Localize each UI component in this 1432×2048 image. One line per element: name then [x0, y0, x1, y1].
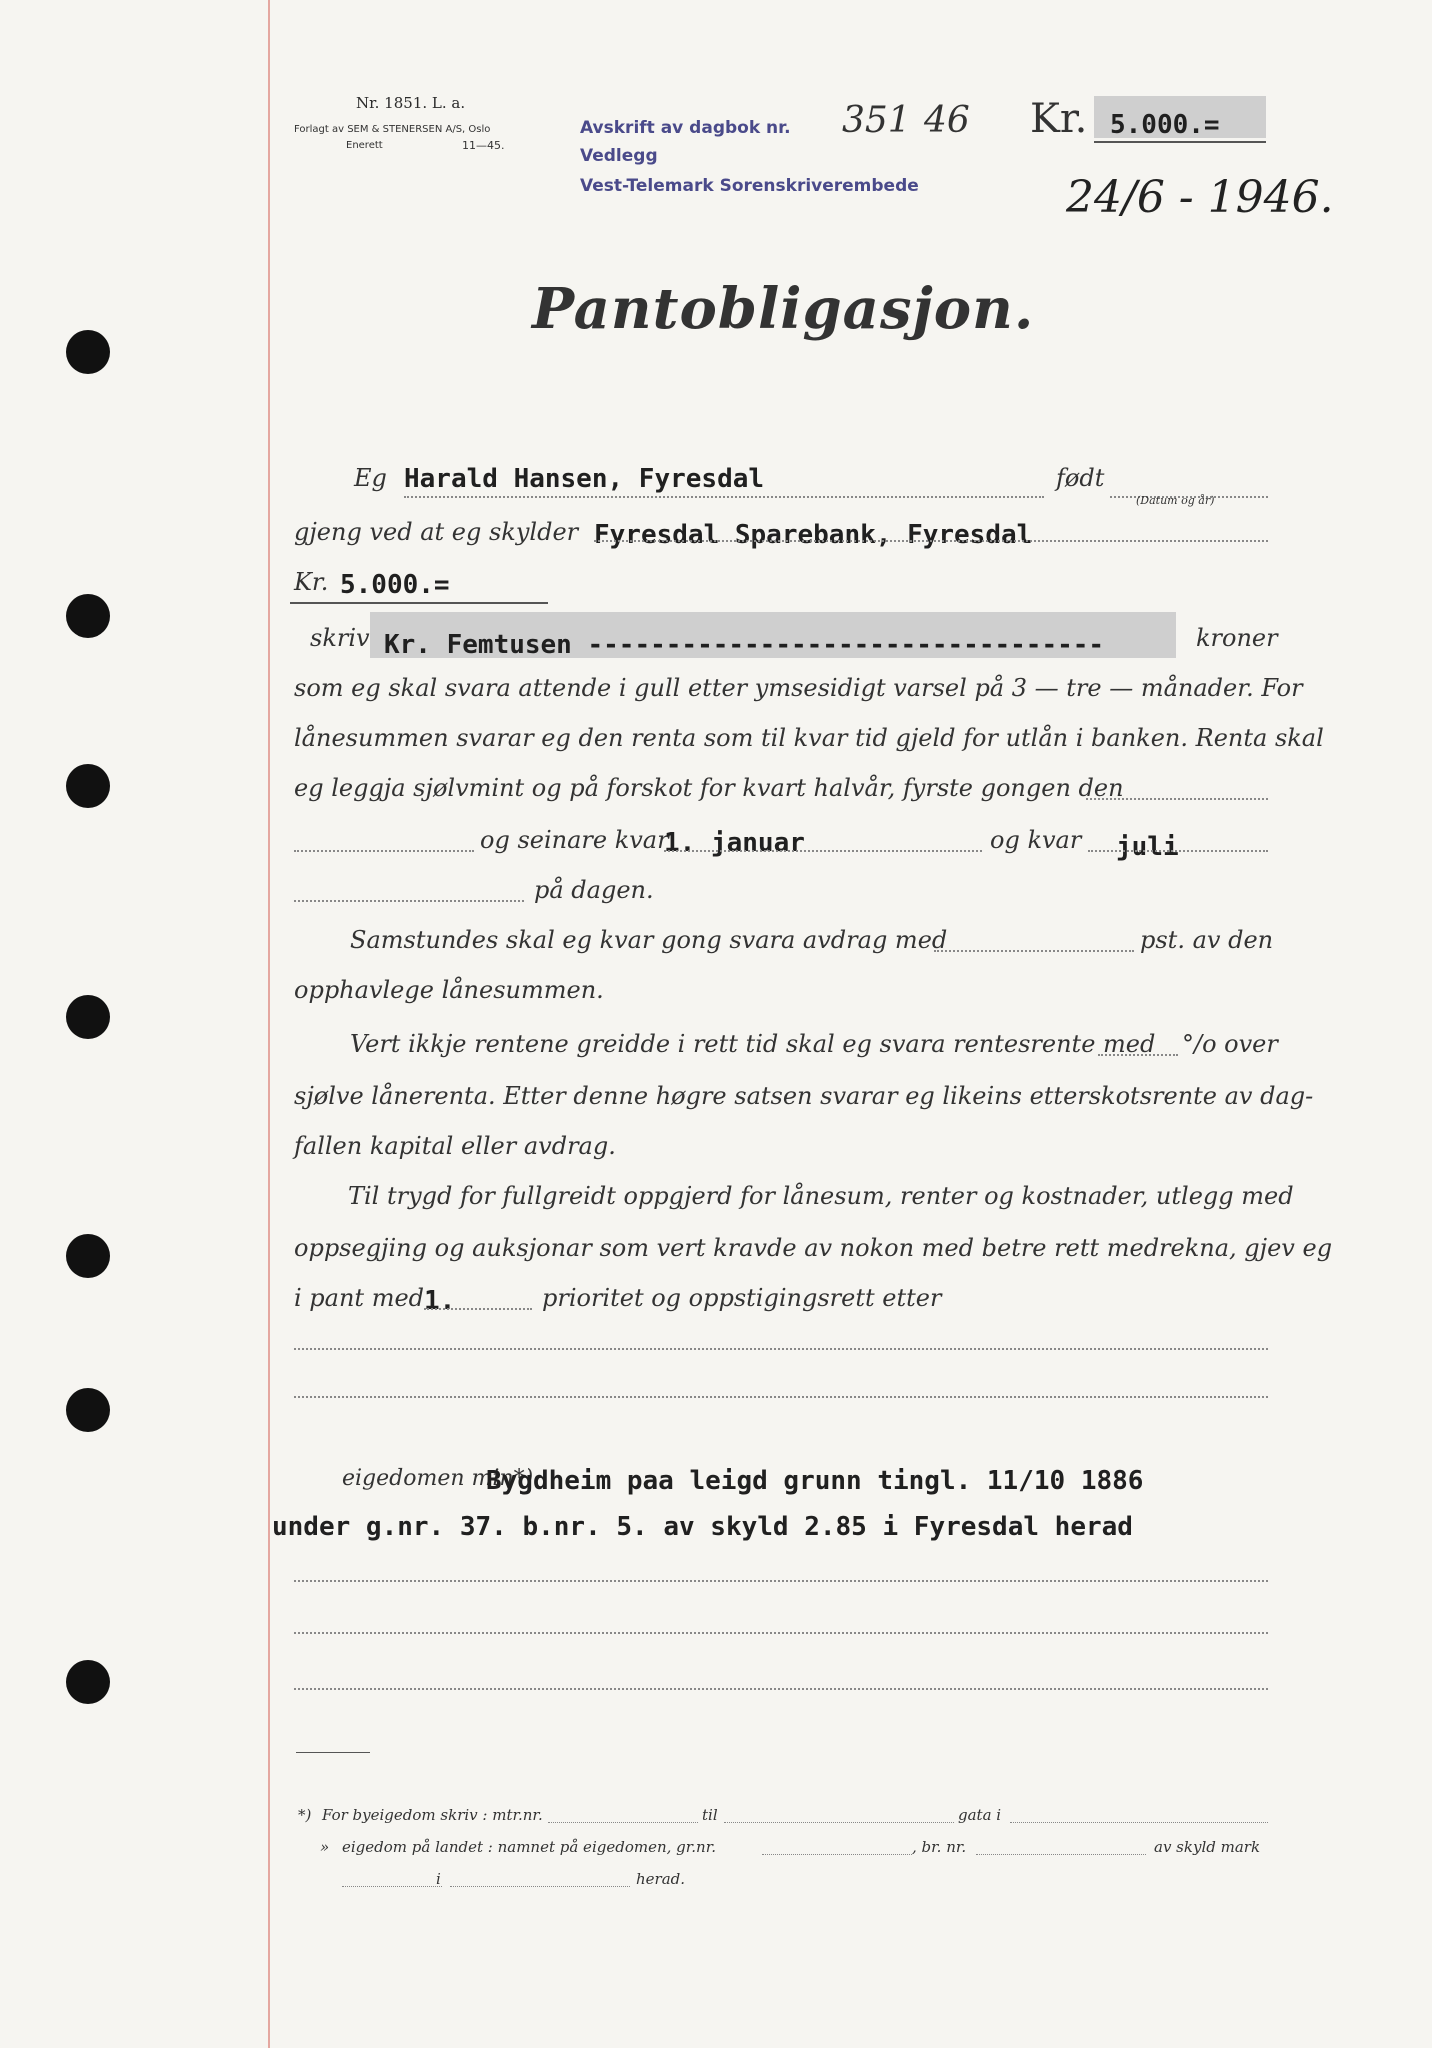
- punch-hole: [66, 594, 110, 638]
- skriv-label: skriv: [310, 624, 370, 652]
- footnote-rule: [296, 1752, 370, 1753]
- publisher-enerett: Enerett: [346, 140, 383, 151]
- publisher-code: 11—45.: [462, 139, 505, 152]
- amount-value: 5.000.=: [1110, 110, 1220, 140]
- eg-label: Eg: [354, 464, 387, 492]
- footnote-til: til: [702, 1806, 718, 1824]
- creditor-name: Fyresdal Sparebank, Fyresdal: [594, 520, 1033, 550]
- footnote-herad: herad.: [636, 1870, 686, 1888]
- punch-hole: [66, 330, 110, 374]
- footnote-skyld: av skyld mark: [1154, 1838, 1261, 1856]
- oppseg-line: oppsegjing og auksjonar som vert kravde av nokon med betre rett medrekna, gjev eg: [294, 1234, 1333, 1262]
- percent-line: [1098, 1054, 1178, 1056]
- prioritet-label: prioritet og oppstigingsrett etter: [542, 1284, 942, 1312]
- first-date-line: [1086, 798, 1268, 800]
- property-line-2: under g.nr. 37. b.nr. 5. av skyld 2.85 i Fyresdal herad: [272, 1512, 1133, 1542]
- first-date: 1. januar: [664, 828, 805, 858]
- debtor-line: [404, 496, 1044, 498]
- punch-hole: [66, 1388, 110, 1432]
- blank-line: [294, 1580, 1268, 1582]
- kroner-label: kroner: [1196, 624, 1278, 652]
- body-line: fallen kapital eller avdrag.: [294, 1132, 616, 1160]
- property-line-1: Bygdheim paa leigd grunn tingl. 11/10 1886: [486, 1466, 1144, 1496]
- eigedom-label: eigedomen min*): [342, 1466, 534, 1491]
- blank-line: [294, 1348, 1268, 1350]
- blank-line: [294, 1396, 1268, 1398]
- trygd-line: Til trygd for fullgreidt oppgjerd for lånesum, renter og kostnader, utlegg med: [348, 1182, 1294, 1210]
- journal-number: 351: [842, 100, 911, 141]
- footnote-b: eigedom på landet : namnet på eigedomen, gr.nr.: [342, 1838, 716, 1856]
- avdrag-line: [934, 950, 1134, 952]
- blank-line: [294, 1632, 1268, 1634]
- punch-hole: [66, 1234, 110, 1278]
- opphavlege: opphavlege lånesummen.: [294, 976, 604, 1004]
- body-line: sjølve lånerenta. Etter denne høgre satsen svarar eg likeins etterskotsrente av dag-: [294, 1082, 1314, 1110]
- footnote-line: [548, 1822, 698, 1823]
- journal-year: 46: [924, 100, 970, 141]
- footnote-b-mark: »: [320, 1838, 330, 1856]
- priority-line: [424, 1308, 532, 1310]
- second-date-underline: [1088, 850, 1268, 852]
- footnote-line: [724, 1822, 954, 1823]
- gjeng-label: gjeng ved at eg skylder: [294, 518, 579, 546]
- publisher-line: Forlagt av SEM & STENERSEN A/S, Oslo: [294, 124, 491, 135]
- stamp-vedlegg: Vedlegg: [580, 146, 658, 166]
- seinare-label: og seinare kvar: [480, 826, 669, 854]
- first-date-underline: [664, 850, 982, 852]
- footnote-line: [450, 1886, 630, 1887]
- stamp-avskrift: Avskrift av dagbok nr.: [580, 118, 791, 138]
- percent-over: °/o over: [1182, 1030, 1278, 1058]
- fodt-label: født: [1056, 464, 1105, 492]
- punch-hole: [66, 995, 110, 1039]
- avdrag-label: Samstundes skal eg kvar gong svara avdrag med: [350, 926, 948, 954]
- second-date: juli: [1116, 832, 1179, 862]
- amount-rule: [1094, 141, 1266, 143]
- margin-rule: [268, 0, 270, 2048]
- kvar-label: og kvar: [990, 826, 1082, 854]
- priority: 1.: [424, 1286, 456, 1316]
- footnote-gata: gata i: [958, 1806, 1002, 1824]
- body-line: eg leggja sjølvmint og på forskot for kvart halvår, fyrste gongen den: [294, 774, 1124, 802]
- document-title: Pantobligasjon.: [532, 276, 1035, 342]
- body-line: lånesummen svarar eg den renta som til kvar tid gjeld for utlån i banken. Renta skal: [294, 724, 1324, 752]
- blank-line: [294, 850, 474, 852]
- footnote-line: [342, 1886, 442, 1887]
- datum-hint: (Datum og år): [1136, 494, 1215, 507]
- creditor-line: [594, 540, 1268, 542]
- footnote-brnr: , br. nr.: [912, 1838, 967, 1856]
- form-number: Nr. 1851. L. a.: [356, 94, 466, 112]
- blank-line: [294, 900, 524, 902]
- pst-label: pst. av den: [1140, 926, 1274, 954]
- punch-hole: [66, 764, 110, 808]
- body-line: som eg skal svara attende i gull etter ymsesidigt varsel på 3 — tre — månader. For: [294, 674, 1303, 702]
- vert-line: Vert ikkje rentene greidde i rett tid skal eg svara rentesrente med: [350, 1030, 1156, 1058]
- handwritten-date: 24/6 - 1946.: [1066, 172, 1334, 223]
- footnote-line: [1010, 1822, 1268, 1823]
- footnote-i: i: [436, 1870, 441, 1888]
- kr-amount: 5.000.=: [340, 570, 450, 600]
- kr-rule: [290, 602, 548, 604]
- stamp-office: Vest-Telemark Sorenskriverembede: [580, 176, 919, 196]
- debtor-name: Harald Hansen, Fyresdal: [404, 464, 765, 494]
- footnote-line: [976, 1854, 1146, 1855]
- pant-label: i pant med: [294, 1284, 425, 1312]
- footnote-line: [762, 1854, 912, 1855]
- amount-words: Kr. Femtusen ---------------------------------: [384, 630, 1105, 660]
- blank-line: [294, 1688, 1268, 1690]
- paa-dagen: på dagen.: [534, 876, 654, 904]
- amount-label: Kr.: [1030, 96, 1088, 142]
- footnote-a: For byeigedom skriv : mtr.nr.: [322, 1806, 543, 1824]
- punch-hole: [66, 1660, 110, 1704]
- kr-label: Kr.: [294, 568, 329, 596]
- footnote-mark: *): [298, 1806, 312, 1824]
